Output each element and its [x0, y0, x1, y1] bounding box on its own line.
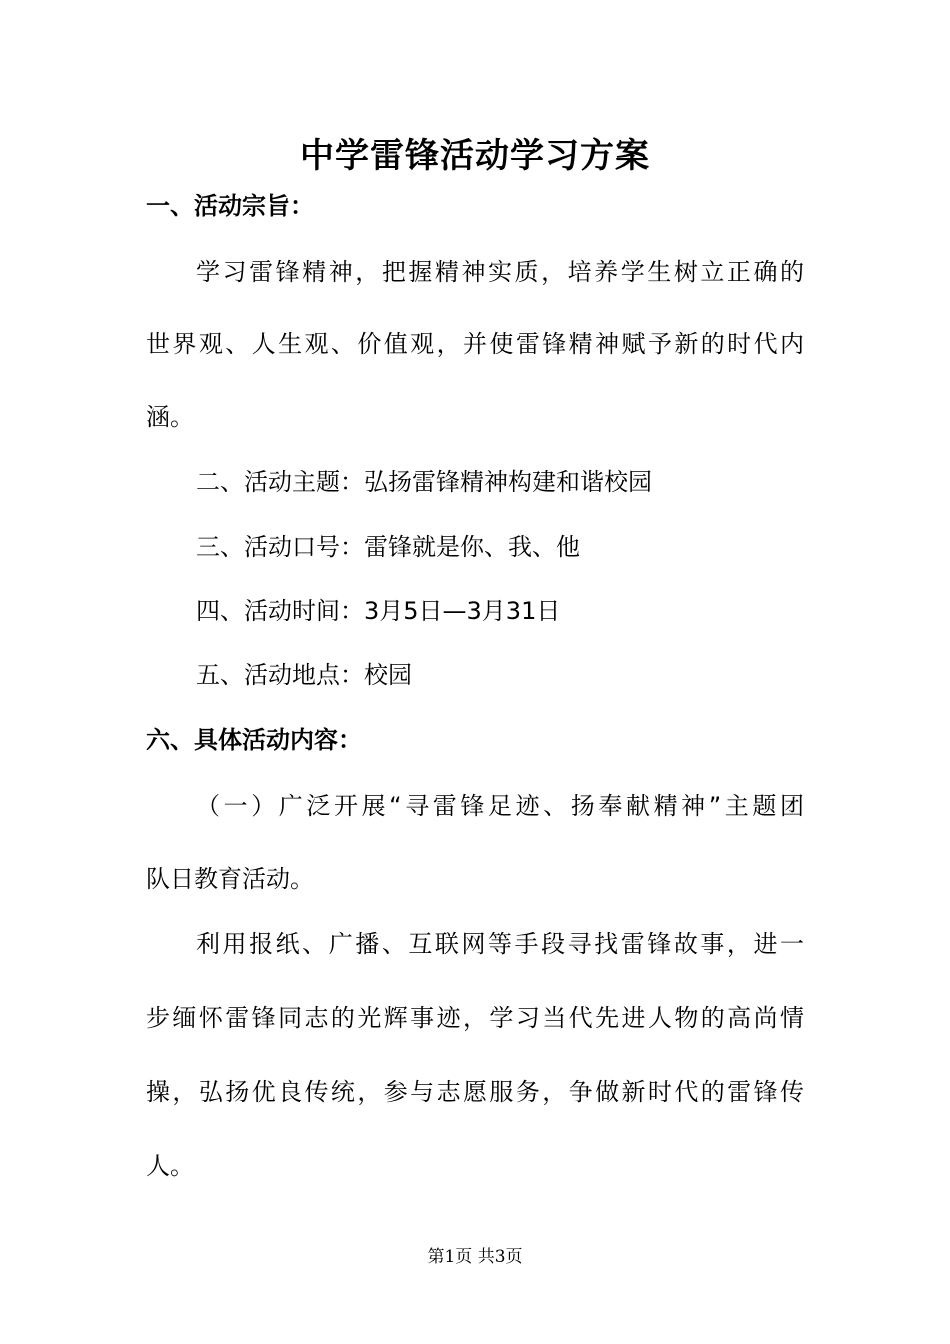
section-line: 五、活动地点：校园 [196, 661, 412, 689]
paragraph-line: 步缅怀雷锋同志的光辉事迹，学习当代先进人物的高尚情 [146, 1004, 804, 1032]
page-footer: 第1页 共3页 [427, 1247, 523, 1267]
subsection-line: （一）广泛开展“寻雷锋足迹、扬奉献精神”主题团 [196, 792, 804, 820]
paragraph-line: 人。 [146, 1152, 194, 1180]
paragraph-line: 学习雷锋精神，把握精神实质，培养学生树立正确的 [196, 258, 804, 286]
section-line: 二、活动主题：弘扬雷锋精神构建和谐校园 [196, 468, 652, 496]
paragraph-line: 操，弘扬优良传统，参与志愿服务，争做新时代的雷锋传 [146, 1078, 804, 1106]
paragraph-line: 利用报纸、广播、互联网等手段寻找雷锋故事，进一 [196, 930, 804, 958]
section-line: 四、活动时间：3月5日—3月31日 [196, 597, 561, 625]
paragraph-line: 涵。 [146, 403, 194, 431]
paragraph-line: 世界观、人生观、价值观，并使雷锋精神赋予新的时代内 [146, 330, 804, 358]
section-line: 三、活动口号：雷锋就是你、我、他 [196, 533, 580, 561]
section-heading: 六、具体活动内容： [146, 726, 362, 754]
subsection-line: 队日教育活动。 [146, 865, 314, 893]
document-title: 中学雷锋活动学习方案 [300, 136, 650, 176]
section-heading: 一、活动宗旨： [146, 192, 314, 220]
